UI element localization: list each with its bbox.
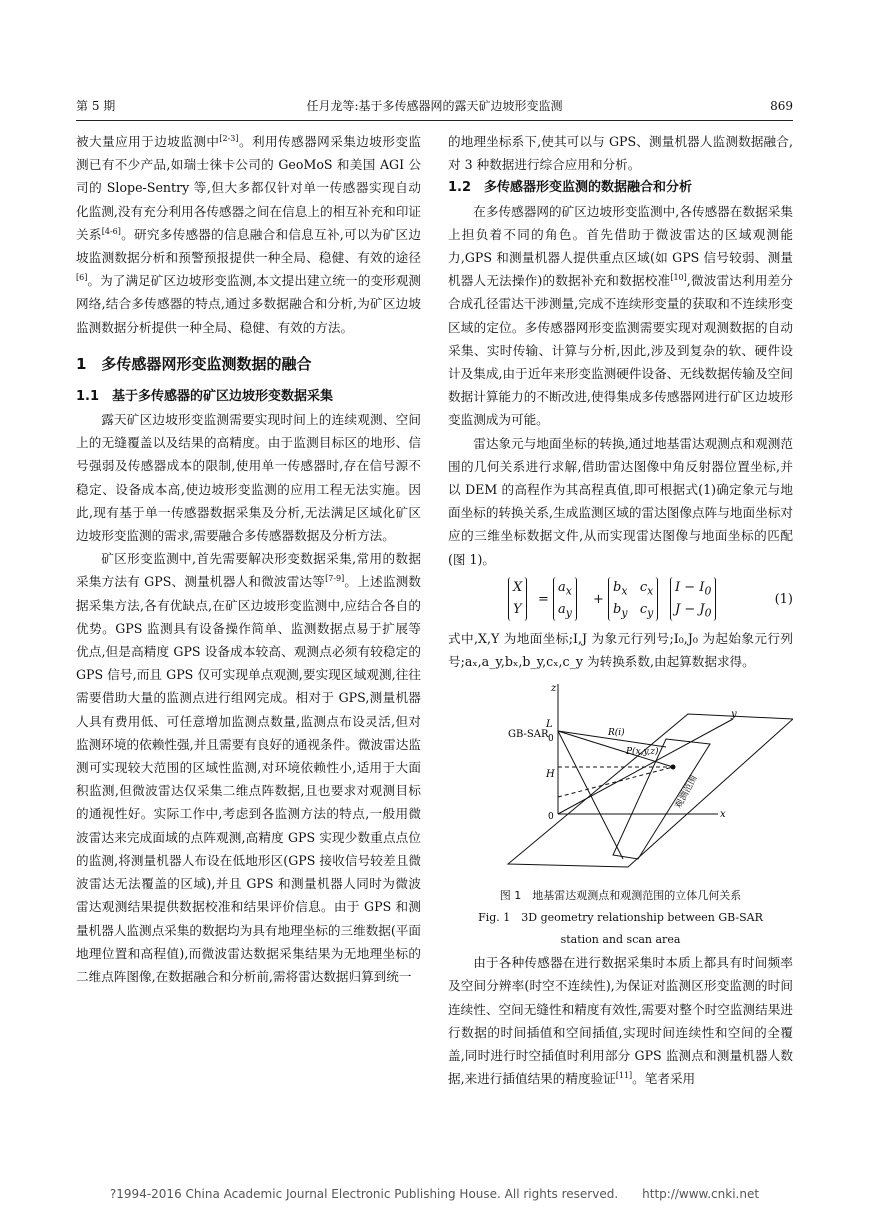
section-heading-1: 1 多传感器网形变监测数据的融合 <box>76 354 312 373</box>
label-gbsar: GB-SAR <box>508 729 549 741</box>
section-heading-1-2: 1.2 多传感器形变监测的数据融合和分析 <box>448 180 693 196</box>
figure-caption-cn: 图 1 地基雷达观测点和观测范围的立体几何关系 <box>499 889 742 903</box>
body-paragraph: 由于各种传感器在进行数据采集时本质上都具有时间频率及空间分辨率(时空不连续性),为保证对监测区形变监测的时间连续性、空间无缝性和精度有效性,需要对整个时空监测结果进行数据的时间插值和空间插值,实现时间连续性和空间的全覆盖,同时进行时空插值时利用部分 GPS 监测点和测量机器人数据,来进行插值结果的精度验证[11]。笔者采用 <box>448 955 793 1087</box>
label-r: R(i) <box>608 728 625 739</box>
page-number: 869 <box>770 99 793 113</box>
figure-caption-en-1: Fig. 1 3D geometry relationship between GB-SAR <box>478 911 763 925</box>
matrix-a: $a_x$ $a_y$ <box>553 577 577 621</box>
body-paragraph: 雷达象元与地面坐标的转换,通过地基雷达观测点和观测范围的几何关系进行求解,借助雷达图像中角反射器位置坐标,并以 DEM 的高程作为其高程真值,即可根据式(1)确定象元与地面坐标的转换关系,生成监测区域的雷达图像点阵与地面坐标对应的三维坐标数据文件,从而实现雷达图像与地面坐标的匹配(图 1)。 <box>448 435 793 567</box>
matrix-xy: X Y <box>508 577 527 621</box>
label-h: H <box>546 769 555 781</box>
running-header <box>76 96 793 116</box>
equation-explanation: 式中,X,Y 为地面坐标;I,J 为象元行列号;I₀,J₀ 为起始象元行列号;aₓ,a_y,bₓ,b_y,cₓ,c_y 为转换系数,由起算数据求得。 <box>448 630 793 670</box>
issue-number: 第 5 期 <box>76 99 116 113</box>
point-p <box>671 765 676 770</box>
intro-paragraph: 被大量应用于边坡监测中[2-3]。利用传感器网采集边坡形变监测已有不少产品,如瑞士徕卡公司的 GeoMoS 和美国 AGI 公司的 Slope-Sentry 等,但大多都仅针对单一传感器实现自动化监测,没有充分利用各传感器之间在信息上的相互补充和印证关系[4-6]。研究多传感器的信息融合和信息互补,可以为矿区边坡监测数据分析和预警预报提供一种全局、稳健、有效的途径[6]。为了满足矿区边坡形变监测,本文提出建立统一的变形观测网络,结合多传感器的特点,通过多数据融合和分析,为矿区边坡监测数据分析提供一种全局、稳健、有效的方法。 <box>76 133 422 335</box>
header-rule <box>76 120 793 121</box>
label-o2: 0 <box>548 812 554 823</box>
label-p: P(x,y,z) <box>626 747 659 758</box>
right-column <box>448 130 793 1090</box>
running-title: 任月龙等:基于多传感器网的露天矿边坡形变监测 <box>306 99 563 113</box>
scan-area <box>613 739 710 859</box>
equals-sign: = <box>538 591 549 607</box>
label-z: z <box>551 683 557 695</box>
left-column <box>76 130 421 988</box>
ray-bottom <box>558 731 623 859</box>
section-heading-1-1: 1.1 基于多传感器的矿区边坡形变数据采集 <box>76 388 334 404</box>
figure-caption-en-2: station and scan area <box>560 933 681 947</box>
equation-number: (1) <box>774 591 793 607</box>
body-paragraph: 露天矿区边坡形变监测需要实现时间上的连续观测、空间上的无缝覆盖以及结果的高精度。由于监测目标区的地形、信号强弱及传感器成本的限制,使用单一传感器时,存在信号源不稳定、设备成本高,使边坡形变监测的应用工程无法实施。因此,现有基于单一传感器数据采集及分析,无法满足区域化矿区边坡形变监测的需求,需要融合多传感器数据及分析方法。 <box>76 412 421 544</box>
label-x: x <box>720 809 726 821</box>
body-paragraph: 矿区形变监测中,首先需要解决形变数据采集,常用的数据采集方法有 GPS、测量机器人和微波雷达等[7-9]。上述监测数据采集方法,各有优缺点,在矿区边坡形变监测中,应结合各自的优势。GPS 监测具有设备操作简单、监测数据点易于扩展等优点,但是高精度 GPS 设备成本较高、观测点必须有较稳定的 GPS 信号,而且 GPS 仅可实现单点观测,要实现区域观测,往往需要借助大量的监测点进行组网完成。相对于 GPS,测量机器人具有费用低、可任意增加监测点数量,监测点布设灵活,但对监测环境的依赖性强,并且需要有良好的通视条件。微波雷达监测可实现较大范围的区域性监测,对环境依赖性小,适用于大面积监测,但微波雷达仅采集二维点阵数据,且也要求对观测目标的通视性好。实际工作中,考虑到各监测方法的特点,一般用微波雷达来完成面域的点阵观测,高精度 GPS 实现少数重点点位的监测,将测量机器人布设在低地形区(GPS 接收信号较差且微波雷达无法覆盖的区域),并且 GPS 和测量机器人同时为微波雷达观测结果提供数据校准和结果评价信息。由于 GPS 和测量机器人监测点采集的数据均为具有地理坐标的三维数据(平面地理位置和高程值),而微波雷达数据采集结果为无地理坐标的二维点阵图像,在数据融合和分析前,需将雷达数据归算到统一 <box>76 551 422 984</box>
matrix-ij: $I - I_0$ $J - J_0$ <box>670 577 716 621</box>
body-paragraph: 的地理坐标系下,使其可以与 GPS、测量机器人监测数据融合,对 3 种数据进行综合应用和分析。 <box>448 134 793 173</box>
copyright-footer: ?1994-2016 China Academic Journal Electronic Publishing House. All rights reserved. http://www.cnki.net <box>109 1187 760 1201</box>
geometry-diagram <box>448 679 793 879</box>
equation-1 <box>448 577 793 623</box>
label-o1: 0 <box>548 734 554 745</box>
label-y: y <box>731 709 737 721</box>
dashed-d <box>558 767 673 797</box>
figure-1 <box>448 679 793 879</box>
label-l: L <box>546 719 553 731</box>
label-range: 观测范围 <box>673 774 700 811</box>
body-paragraph: 在多传感器网的矿区边坡形变监测中,各传感器在数据采集上担负着不同的角色。首先借助于微波雷达的区域观测能力,GPS 和测量机器人提供重点区域(如 GPS 信号较弱、测量机器人无法操作)的数据补充和数据校准[10],微波雷达利用差分合成孔径雷达干涉测量,完成不连续形变量的获取和不连续形变区域的定位。多传感器网形变监测需要实现对观测数据的自动采集、实时传输、计算与分析,因此,涉及到复杂的软、硬件设计及集成,由于近年来形变监测硬件设备、无线数据传输及空间数据计算能力的不断改进,使得集成多传感器网进行矿区边坡形变监测成为可能。 <box>448 203 793 428</box>
plus-sign: + <box>593 591 604 607</box>
matrix-bc: $b_x$ $c_x$ $b_y$ $c_y$ <box>608 577 658 621</box>
